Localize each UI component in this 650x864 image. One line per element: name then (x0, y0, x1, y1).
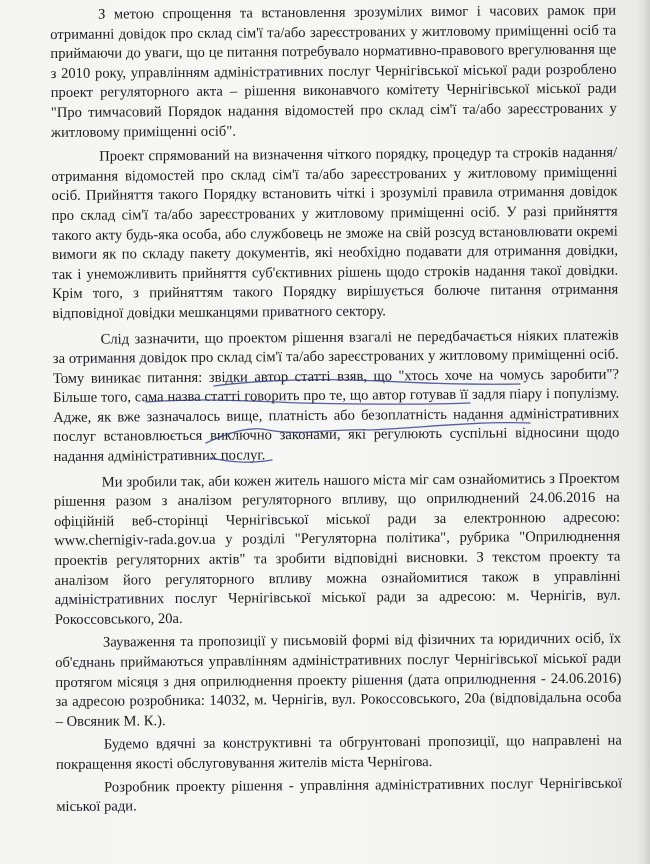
paragraph-comments: Зауваження та пропозиції у письмовій формі від фізичних та юридичних осіб, їх об'єднань приймаються управлінням адміністративних послуг Чернігівської міської ради протягом місяця з дня оприлюднення проекту рішення (дата оприлюднення - 24.06.2016) за адресою розробника: 14032, м. Чернігів, вул. Рокоссовського, 20а (відповідальна особа – Овсяник М. К.). (55, 630, 622, 730)
paragraph-purpose: З метою спрощення та встановлення зрозумілих вимог і часових рамок при отриманні довідок про склад сім'ї та/або зареєстрованих у житловому приміщенні осіб та приймаючи до уваги, що це питання потребувало нормативно-правового врегулювання ще з 2010 року, управлінням адміністративних послуг Чернігівської міської ради розроблено проект регуляторного акта – рішення виконавчого комітету Чернігівської міської ради "Про тимчасовий Порядок надання відомостей про склад сім'ї та/або зареєстрованих у житловому приміщенні осіб". (50, 2, 617, 141)
paragraph-developer: Розробник проекту рішення - управління адміністративних послуг Чернігівської міської ради. (56, 775, 623, 816)
paragraph-gratitude: Будемо вдячні за конструктивні та обгрунтовані пропозиції, що направлені на покращення якості обслуговування жителів міста Чернігова. (55, 732, 622, 773)
paragraph-publication: Ми зробили так, аби кожен житель нашого міста міг сам ознайомитись з Проектом рішення разом з аналізом регуляторного впливу, що оприлюднений 24.06.2016 на офіційній веб-сторінці Чернігівської міської ради за електронною адресою: www.chernigiv-rada.gov.ua у розділі "Регуляторна політика", рубрика "Оприлюднення проектів регуляторних актів" та зробити відповідні висновки. З текстом проекту та аналізом його регуляторного впливу можна ознайомитися також в управлінні адміністративних послуг Чернігівської міської ради за адресою: м. Чернігів, вул. Рокоссовського, 20а. (53, 470, 621, 628)
paragraph-no-fees: Слід зазначити, що проектом рішення взагалі не передбачається ніяких платежів за отримання довідок про склад сім'ї та/або зареєстрованих у житловому приміщенні осіб. Тому виникає питання: звідки автор статті взяв, що "хтось хоче на чомусь заробити"? Більше того, сама назва статті говорить про те, що автор готував її задля піару і популізму. Адже, як вже зазначалось вище, платність або безоплатність надання адміністративних послуг встановлюється виключно законами, які регулюють суспільні відносини щодо надання адміністративних послуг. (52, 327, 620, 466)
paragraph-project-goal: Проект спрямований на визначення чіткого порядку, процедур та строків надання/отримання відомостей про склад сім'ї та/або зареєстрованих у житловому приміщенні осіб. Прийняття такого Порядку встановить чіткі і зрозумілі правила отримання довідок про склад сім'ї та/або зареєстрованих у житловому приміщенні осіб. У разі прийняття такого акту будь-яка особа, або службовець не зможе на свій розсуд встановлювати окремі вимоги як по складу пакету документів, які необхідно подавати для отримання довідки, так і унеможливить прийняття суб'єктивних рішень щодо строків надання такої довідки. Крім того, з прийняттям такого Порядку вирішується болюче питання отримання відповідної довідки мешканцями приватного сектору. (51, 144, 619, 322)
document-body (50, 2, 622, 821)
page-fold-shadow (636, 0, 650, 864)
